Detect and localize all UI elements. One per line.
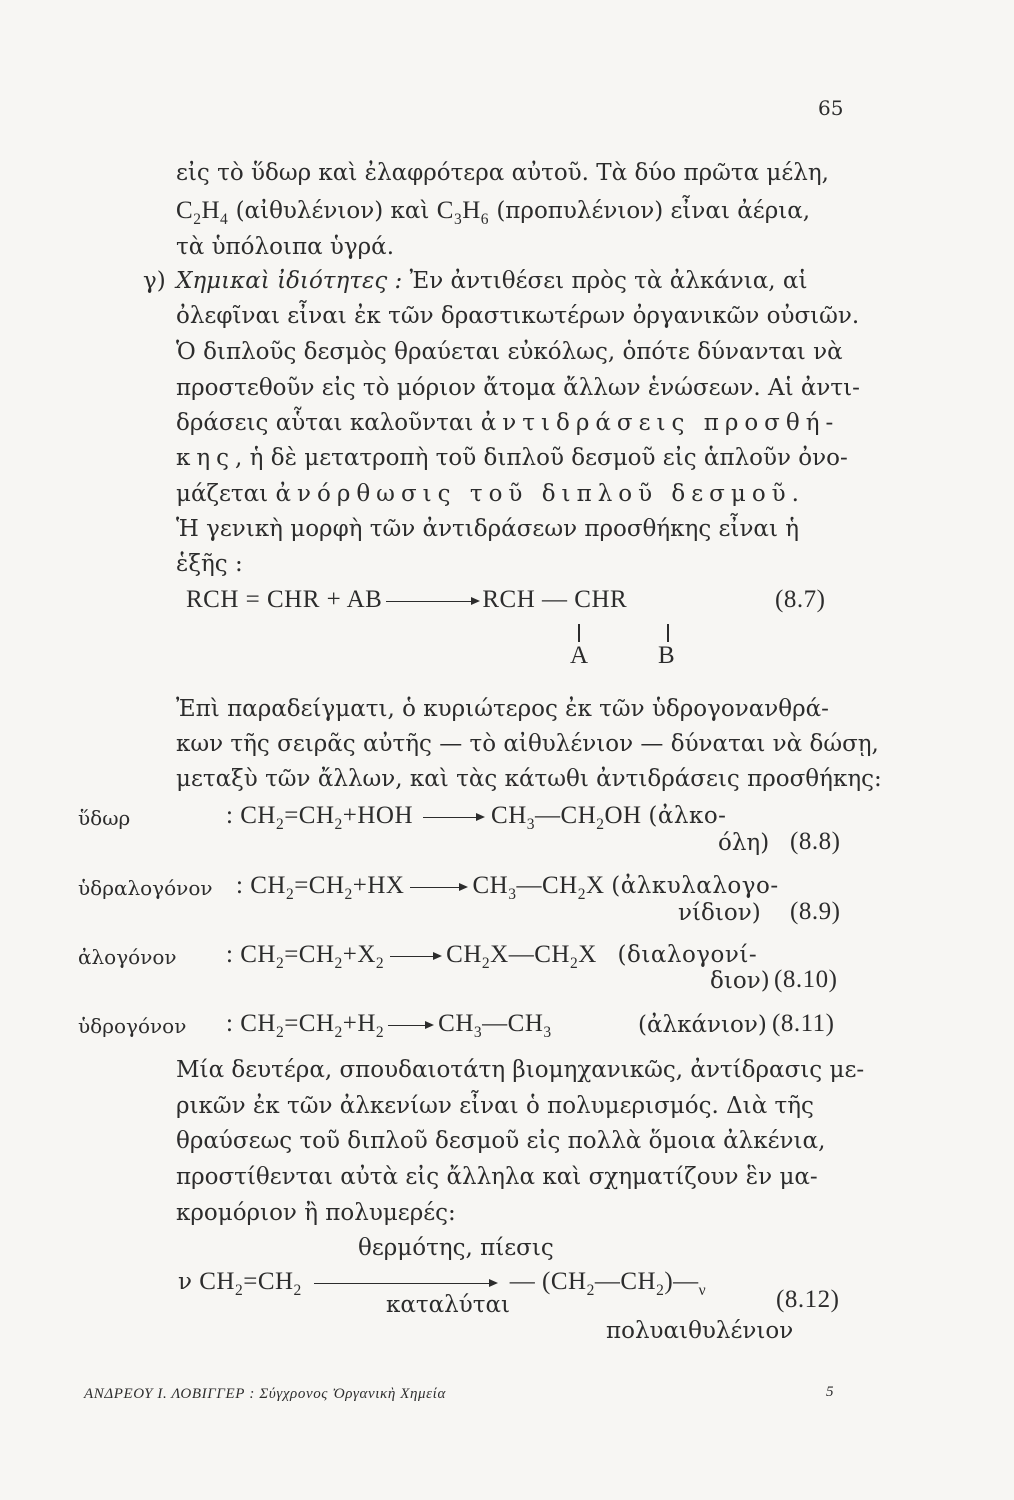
gamma-marker: γ) bbox=[143, 268, 166, 294]
equation-number: (8.11) bbox=[772, 1010, 835, 1037]
text-line: Ἡ γενικὴ μορφὴ τῶν ἀντιδράσεων προσθήκης εἶναι ἡ bbox=[176, 516, 800, 542]
equation-number: (8.7) bbox=[775, 586, 826, 613]
text-line: Μία δευτέρα, σπουδαιοτάτη βιομηχανικῶς, ἀντίδρασις με- bbox=[176, 1057, 865, 1083]
reagent-label: ἀλογόνον bbox=[78, 945, 177, 969]
text-line: Χημικαὶ ἰδιότητες : Ἐν ἀντιθέσει πρὸς τὰ ἀλκάνια, αἱ bbox=[176, 268, 808, 294]
condition-below: καταλύται bbox=[386, 1292, 510, 1318]
equation-number: (8.12) bbox=[776, 1286, 840, 1313]
text-line: τὰ ὑπόλοιπα ὑγρά. bbox=[176, 234, 395, 260]
formula-c2h4: $C_2H_4$ bbox=[176, 197, 229, 228]
condition-above: θερμότης, πίεσις bbox=[358, 1235, 554, 1261]
product-name: νίδιον) bbox=[678, 900, 761, 926]
text-line: Ὁ διπλοῦς δεσμὸς θραύεται εὐκόλως, ὁπότε δύνανται νὰ bbox=[176, 339, 843, 365]
spaced-term: ἀντιδράσεις προσθή- bbox=[480, 410, 840, 436]
text-line: εἰς τὸ ὕδωρ καὶ ἐλαφρότερα αὐτοῦ. Τὰ δύο πρῶτα μέλη, bbox=[176, 160, 829, 186]
text-line: μάζεται ἀνόρθωσις τοῦ διπλοῦ δεσμοῦ. bbox=[176, 481, 805, 507]
reaction-arrow bbox=[423, 817, 483, 818]
text-line: κων τῆς σειρᾶς αὐτῆς — τὸ αἰθυλένιον — δύναται νὰ δώσῃ, bbox=[176, 731, 879, 757]
product-name: (ἀλκάνιον) bbox=[638, 1012, 767, 1038]
product-name: όλη) bbox=[718, 830, 770, 856]
text-line: $C_2H_4$ (αἰθυλένιον) καὶ $C_3H_6$ (προπυλένιον) εἶναι ἀέρια, bbox=[176, 197, 811, 228]
equation-8-12: ν $CH_2=CH_2$ — $(CH_2—CH_2)—_\nu$ bbox=[178, 1268, 707, 1299]
text-line: ρικῶν ἐκ τῶν ἀλκενίων εἶναι ὁ πολυμερισμός. Διὰ τῆς bbox=[176, 1093, 814, 1119]
equation-number: (8.9) bbox=[790, 898, 841, 925]
text-line: ἑξῆς : bbox=[176, 551, 243, 577]
equation-8-7: RCH = CHR + AB RCH — CHR bbox=[186, 586, 628, 613]
signature-number: 5 bbox=[826, 1384, 835, 1400]
reaction-arrow bbox=[314, 1283, 496, 1284]
equation-number: (8.10) bbox=[774, 966, 838, 993]
spaced-term: κης bbox=[176, 445, 236, 471]
text-line: μεταξὺ τῶν ἄλλων, καὶ τὰς κάτωθι ἀντιδράσεις προσθήκης: bbox=[176, 766, 882, 792]
bond-line bbox=[667, 624, 669, 642]
formula-c3h6: $C_3H_6$ bbox=[436, 197, 490, 228]
reagent-label: ὑδραλογόνον bbox=[78, 876, 213, 900]
text-line: προστίθενται αὐτὰ εἰς ἄλληλα καὶ σχηματίζουν ἓν μα- bbox=[176, 1164, 818, 1190]
text-line: ὀλεφῖναι εἶναι ἐκ τῶν δραστικωτέρων ὀργανικῶν οὐσιῶν. bbox=[176, 303, 860, 329]
reaction-arrow bbox=[390, 956, 440, 957]
footer: ΑΝΔΡΕΟΥ Ι. ΛΟΒΙΓΓΕΡ : Σύγχρονος Ὀργανικὴ Χημεία bbox=[84, 1386, 446, 1402]
reaction-arrow bbox=[410, 887, 466, 888]
page-number: 65 bbox=[818, 96, 844, 120]
reagent-label: ὕδωρ bbox=[78, 806, 131, 830]
reaction-hydrogen: : $CH_2=CH_2+H_2$ $CH_3—CH_3$ bbox=[226, 1010, 552, 1041]
product-name: διον) bbox=[710, 968, 770, 994]
equation-number: (8.8) bbox=[790, 828, 841, 855]
text-line: θραύσεως τοῦ διπλοῦ δεσμοῦ εἰς πολλὰ ὅμοια ἀλκένια, bbox=[176, 1128, 826, 1154]
reaction-water: : $CH_2=CH_2+HOH$ $CH_3—CH_2OH$ (ἀλκο- bbox=[226, 802, 727, 833]
footer-title: Σύγχρονος Ὀργανικὴ Χημεία bbox=[259, 1386, 446, 1402]
bond-line bbox=[578, 624, 580, 642]
spaced-term: ἀνόρθωσις τοῦ διπλοῦ δεσμοῦ. bbox=[275, 481, 805, 507]
text-line: προστεθοῦν εἰς τὸ μόριον ἄτομα ἄλλων ἑνώσεων. Αἱ ἀντι- bbox=[176, 375, 860, 401]
substituent-a: A bbox=[570, 642, 589, 669]
footer-author: ΑΝΔΡΕΟΥ Ι. ΛΟΒΙΓΓΕΡ bbox=[84, 1386, 246, 1402]
reaction-halogen: : $CH_2=CH_2+X_2$ $CH_2X—CH_2X$ (διαλογονί- bbox=[226, 941, 758, 972]
reagent-label: ὑδρογόνον bbox=[78, 1014, 187, 1038]
reaction-arrow bbox=[388, 1025, 432, 1026]
text-line: κρομόριον ἢ πολυμερές: bbox=[176, 1200, 456, 1226]
substituent-b: B bbox=[658, 642, 676, 669]
section-heading: Χημικαὶ ἰδιότητες : bbox=[176, 268, 403, 294]
text-line: δράσεις αὗται καλοῦνται ἀντιδράσεις προσθή- bbox=[176, 410, 840, 436]
reaction-hx: : $CH_2=CH_2+HX$ $CH_3—CH_2X$ (ἀλκυλαλογο- bbox=[236, 872, 779, 903]
text-line: Ἐπὶ παραδείγματι, ὁ κυριώτερος ἐκ τῶν ὑδρογονανθρά- bbox=[176, 696, 829, 722]
reaction-arrow bbox=[386, 601, 478, 602]
text-line: κης, ἡ δὲ μετατροπὴ τοῦ διπλοῦ δεσμοῦ εἰς ἁπλοῦν ὀνο- bbox=[176, 445, 848, 471]
product-name: πολυαιθυλένιον bbox=[606, 1318, 794, 1344]
